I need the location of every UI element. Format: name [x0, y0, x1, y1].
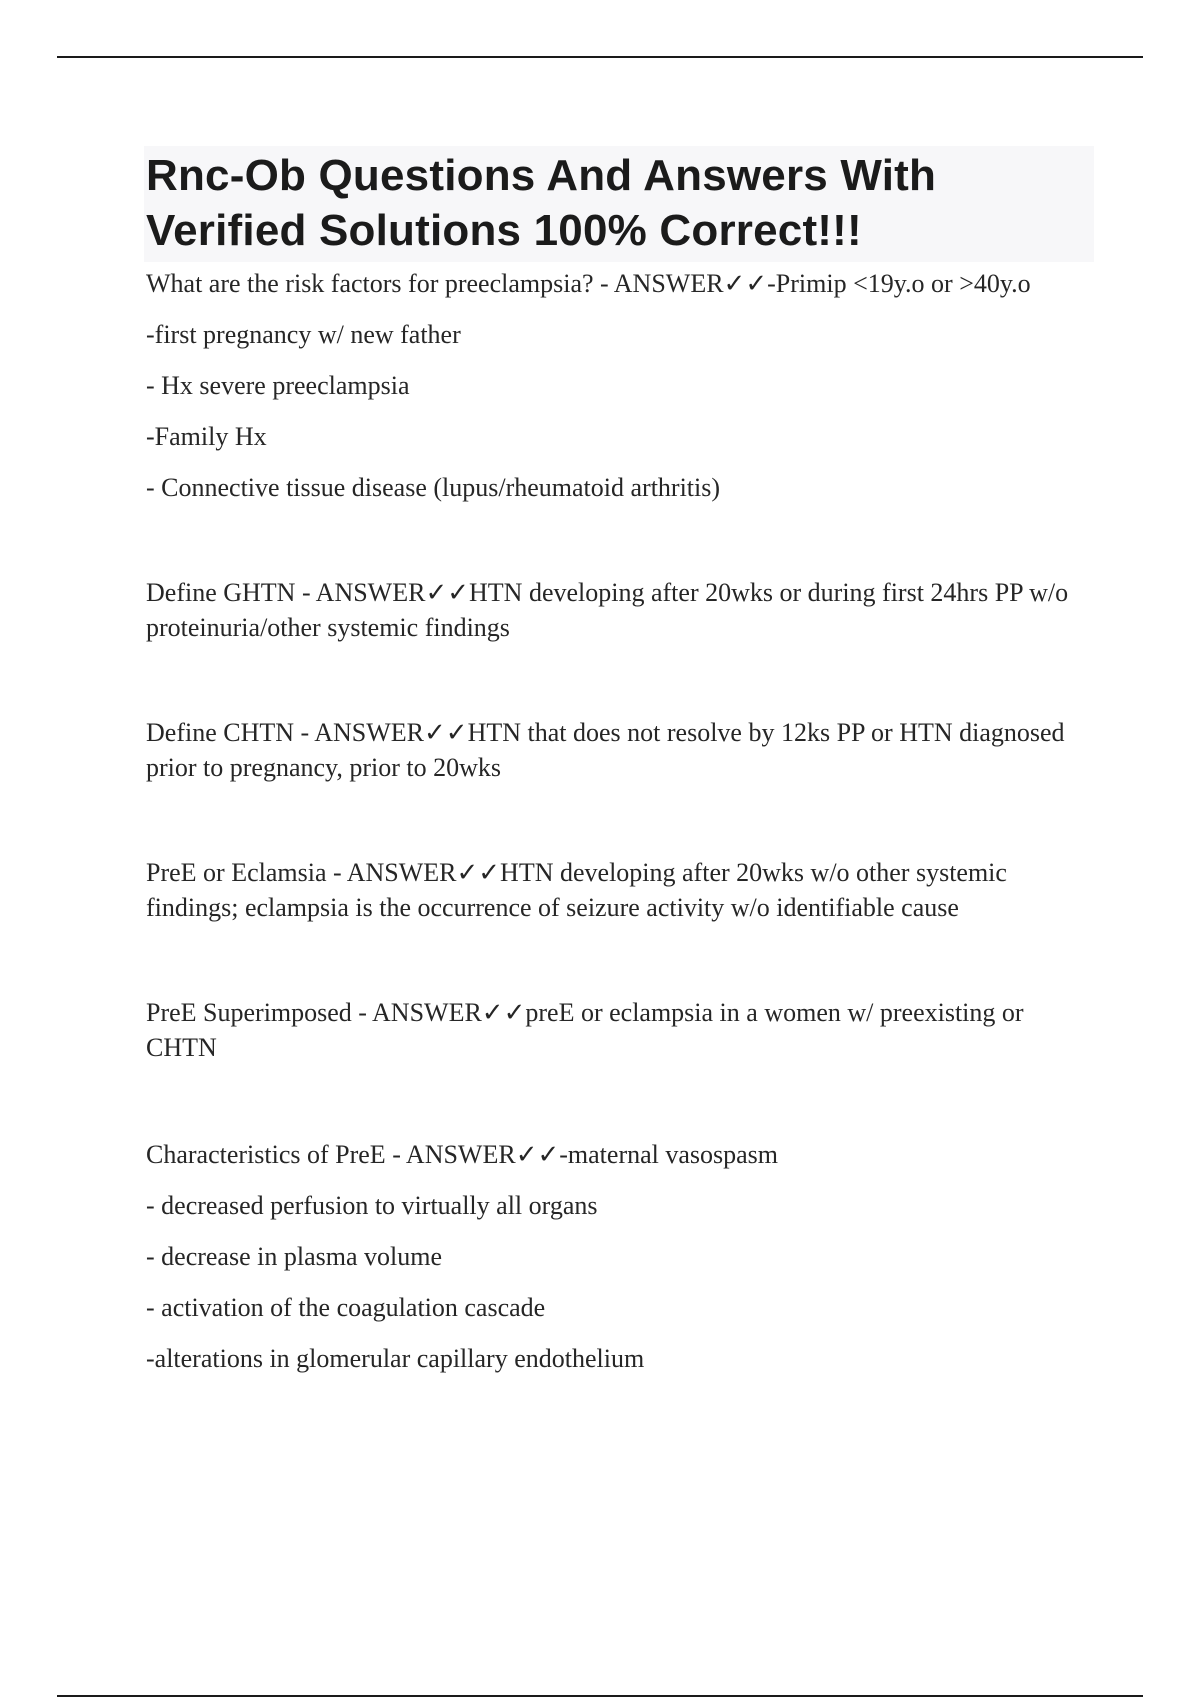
qa-item-characteristics-of-pree — [146, 1137, 1094, 1376]
bottom-rule — [57, 1695, 1143, 1697]
document-body — [146, 146, 1094, 1376]
qa-line: -alterations in glomerular capillary endothelium — [146, 1344, 645, 1373]
qa-line: - activation of the coagulation cascade — [146, 1293, 546, 1322]
qa-line: - Connective tissue disease (lupus/rheumatoid arthritis) — [146, 473, 721, 502]
qa-line: Characteristics of PreE - ANSWER✓✓-maternal vasospasm — [146, 1140, 779, 1169]
qa-item-preeclampsia-risk-factors — [146, 266, 1094, 505]
qa-line: Define CHTN - ANSWER✓✓HTN that does not resolve by 12ks PP or HTN diagnosed prior to pregnancy, prior to 20wks — [146, 718, 1065, 782]
qa-line: -first pregnancy w/ new father — [146, 320, 461, 349]
qa-line: Define GHTN - ANSWER✓✓HTN developing after 20wks or during first 24hrs PP w/o proteinuria/other systemic findings — [146, 578, 1069, 642]
qa-line: -Family Hx — [146, 422, 267, 451]
qa-item-define-chtn — [146, 715, 1094, 785]
qa-line: PreE or Eclamsia - ANSWER✓✓HTN developing after 20wks w/o other systemic findings; eclampsia is the occurrence of seizure activity w/o identifiable cause — [146, 858, 1007, 922]
qa-item-pree-superimposed — [146, 995, 1094, 1065]
document-title: Rnc-Ob Questions And Answers With Verified Solutions 100% Correct!!! — [146, 151, 937, 255]
qa-item-define-ghtn — [146, 575, 1094, 645]
qa-item-pree-or-eclampsia — [146, 855, 1094, 925]
top-rule — [57, 56, 1143, 58]
title-box — [144, 146, 1094, 262]
qa-line: What are the risk factors for preeclampsia? - ANSWER✓✓-Primip <19y.o or >40y.o — [146, 269, 1031, 298]
qa-line: - Hx severe preeclampsia — [146, 371, 410, 400]
qa-line: - decreased perfusion to virtually all organs — [146, 1191, 598, 1220]
qa-line: PreE Superimposed - ANSWER✓✓preE or eclampsia in a women w/ preexisting or CHTN — [146, 998, 1024, 1062]
qa-line: - decrease in plasma volume — [146, 1242, 442, 1271]
